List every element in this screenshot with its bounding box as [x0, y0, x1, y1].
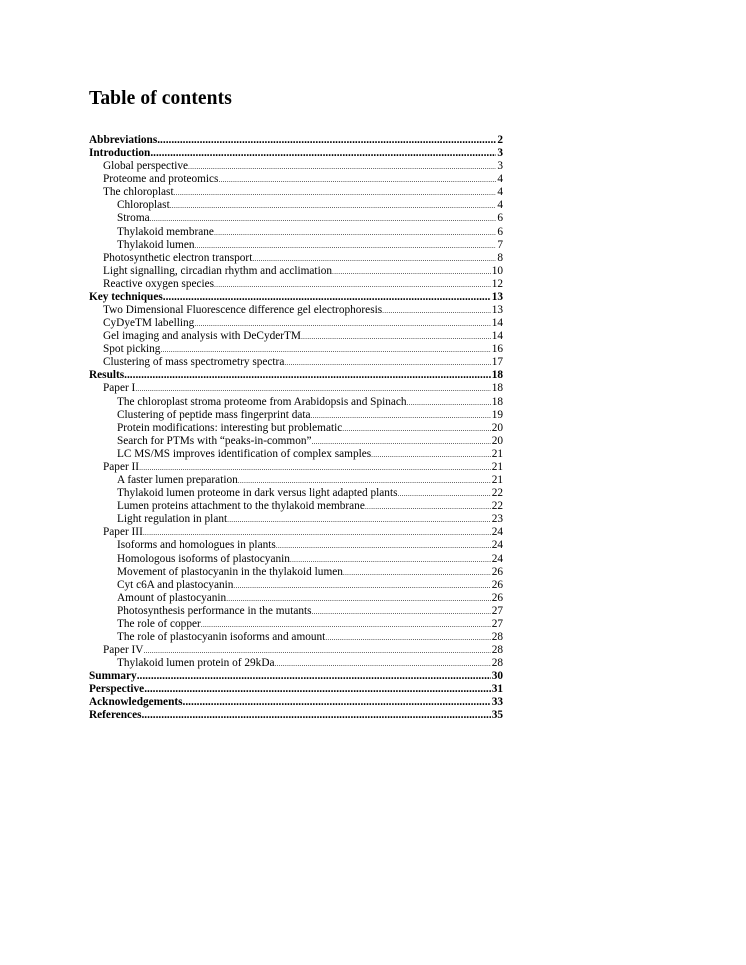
toc-entry-title: Isoforms and homologues in plants — [117, 539, 276, 552]
toc-leader-dots — [194, 317, 490, 330]
toc-leader-dots — [214, 226, 496, 239]
toc-page-number: 24 — [491, 526, 503, 539]
toc-leader-dots — [170, 199, 497, 212]
toc-leader-dots — [195, 239, 497, 252]
toc-section-entry[interactable] — [89, 670, 503, 683]
toc-subsection-entry[interactable] — [89, 343, 503, 356]
toc-subsubsection-entry[interactable] — [89, 199, 503, 212]
toc-subsection-entry[interactable] — [89, 461, 503, 474]
toc-leader-dots — [343, 566, 491, 579]
toc-subsection-entry[interactable] — [89, 160, 503, 173]
toc-leader-dots — [312, 605, 491, 618]
toc-entry-title: Protein modifications: interesting but problematic — [117, 421, 343, 434]
toc-page-number: 19 — [491, 408, 503, 421]
toc-leader-dots — [218, 173, 496, 186]
toc-page-number: 33 — [491, 696, 503, 709]
toc-page-number: 21 — [491, 447, 503, 460]
toc-subsubsection-entry[interactable] — [89, 539, 503, 552]
toc-entry-title: Thylakoid lumen proteome in dark versus light adapted plants — [117, 487, 398, 500]
toc-page-number: 28 — [491, 644, 503, 657]
toc-subsection-entry[interactable] — [89, 186, 503, 199]
toc-page-number: 21 — [491, 474, 503, 487]
toc-leader-dots — [157, 134, 496, 147]
toc-leader-dots — [252, 252, 496, 265]
toc-leader-dots — [238, 474, 491, 487]
toc-entry-title: The chloroplast — [103, 186, 174, 199]
toc-leader-dots — [137, 670, 491, 683]
toc-page-number: 4 — [497, 199, 503, 212]
toc-leader-dots — [174, 186, 497, 199]
toc-entry-title: Spot picking — [103, 343, 161, 356]
toc-leader-dots — [275, 657, 491, 670]
toc-page-number: 13 — [491, 304, 503, 317]
toc-entry-title: Homologous isoforms of plastocyanin — [117, 552, 290, 565]
toc-leader-dots — [382, 304, 491, 317]
toc-subsection-entry[interactable] — [89, 382, 503, 395]
toc-page-number: 4 — [497, 173, 503, 186]
toc-page-number: 3 — [497, 160, 503, 173]
toc-page-number: 26 — [491, 578, 503, 591]
toc-page-number: 2 — [497, 134, 503, 146]
toc-subsection-entry[interactable] — [89, 330, 503, 343]
toc-subsection-entry[interactable] — [89, 317, 503, 330]
toc-page-number: 16 — [491, 343, 503, 356]
toc-entry-title: Movement of plastocyanin in the thylakoid lumen — [117, 565, 343, 578]
toc-subsubsection-entry[interactable] — [89, 396, 503, 409]
toc-page-number: 14 — [491, 330, 503, 343]
toc-subsection-entry[interactable] — [89, 644, 503, 657]
toc-subsubsection-entry[interactable] — [89, 422, 503, 435]
toc-leader-dots — [227, 513, 491, 526]
toc-entry-title: Abbreviations — [89, 134, 158, 146]
toc-entry-title: The role of plastocyanin isoforms and amount — [117, 630, 326, 643]
toc-subsubsection-entry[interactable] — [89, 435, 503, 448]
toc-page-number: 26 — [491, 591, 503, 604]
toc-entry-title: Stroma — [117, 212, 150, 225]
toc-leader-dots — [332, 265, 491, 278]
toc-leader-dots — [233, 579, 490, 592]
toc-leader-dots — [371, 448, 491, 461]
toc-leader-dots — [226, 592, 491, 605]
toc-section-entry[interactable] — [89, 291, 503, 304]
toc-entry-title: Acknowledgements — [89, 696, 183, 709]
toc-subsection-entry[interactable] — [89, 526, 503, 539]
toc-entry-title: Clustering of peptide mass fingerprint data — [117, 408, 311, 421]
toc-subsubsection-entry[interactable] — [89, 605, 503, 618]
toc-entry-title: Search for PTMs with “peaks-in-common” — [117, 434, 312, 447]
toc-page-number: 26 — [491, 565, 503, 578]
toc-entry-title: Thylakoid lumen protein of 29kDa — [117, 657, 275, 670]
toc-page-number: 28 — [491, 657, 503, 670]
toc-page-number: 3 — [497, 147, 503, 160]
toc-page-number: 20 — [491, 421, 503, 434]
toc-page-number: 23 — [491, 513, 503, 526]
toc-subsubsection-entry[interactable] — [89, 579, 503, 592]
toc-leader-dots — [290, 553, 491, 566]
toc-leader-dots — [160, 343, 490, 356]
toc-entry-title: The role of copper — [117, 617, 201, 630]
toc-page-number: 17 — [491, 356, 503, 369]
toc-subsubsection-entry[interactable] — [89, 226, 503, 239]
toc-page-number: 10 — [491, 264, 503, 277]
toc-subsection-entry[interactable] — [89, 252, 503, 265]
toc-leader-dots — [150, 147, 496, 160]
toc-leader-dots — [407, 396, 491, 409]
toc-entry-title: Global perspective — [103, 160, 189, 173]
page-title: Table of contents — [89, 88, 232, 109]
toc-entry-title: Amount of plastocyanin — [117, 591, 227, 604]
toc-leader-dots — [312, 435, 491, 448]
toc-leader-dots — [163, 291, 491, 304]
toc-section-entry[interactable] — [89, 709, 503, 722]
toc-entry-title: Light signalling, circadian rhythm and acclimation — [103, 264, 333, 277]
toc-leader-dots — [325, 631, 490, 644]
toc-page-number: 35 — [491, 709, 503, 722]
toc-entry-title: Photosynthesis performance in the mutants — [117, 604, 312, 617]
toc-page-number: 27 — [491, 604, 503, 617]
toc-entry-title: Photosynthetic electron transport — [103, 251, 253, 264]
toc-page-number: 6 — [497, 212, 503, 225]
toc-entry-title: References — [89, 709, 142, 722]
toc-page-number: 24 — [491, 552, 503, 565]
toc-subsubsection-entry[interactable] — [89, 474, 503, 487]
toc-entry-title: Key techniques — [89, 290, 163, 303]
toc-section-entry[interactable] — [89, 134, 503, 147]
toc-entry-title: CyDyeTM labelling — [103, 317, 195, 330]
toc-entry-title: Thylakoid membrane — [117, 225, 214, 238]
toc-page-number: 13 — [491, 290, 503, 303]
toc-leader-dots — [276, 539, 491, 552]
toc-subsection-entry[interactable] — [89, 356, 503, 369]
toc-page-number: 22 — [491, 500, 503, 513]
toc-leader-dots — [143, 644, 490, 657]
toc-subsubsection-entry[interactable] — [89, 618, 503, 631]
toc-page-number: 18 — [491, 395, 503, 408]
toc-page-number: 14 — [491, 317, 503, 330]
toc-leader-dots — [301, 330, 491, 343]
toc-leader-dots — [201, 618, 491, 631]
toc-entry-title: Reactive oxygen species — [103, 277, 215, 290]
toc-entry-title: A faster lumen preparation — [117, 474, 238, 487]
toc-page-number: 18 — [491, 369, 503, 382]
toc-leader-dots — [342, 422, 490, 435]
toc-page-number: 31 — [491, 683, 503, 696]
toc-subsubsection-entry[interactable] — [89, 487, 503, 500]
toc-leader-dots — [144, 683, 491, 696]
toc-entry-title: Two Dimensional Fluorescence difference gel electrophoresis — [103, 304, 383, 317]
toc-entry-title: Paper II — [103, 460, 140, 473]
toc-entry-title: LC MS/MS improves identification of complex samples — [117, 447, 372, 460]
toc-entry-title: Paper IV — [103, 644, 144, 657]
toc-subsubsection-entry[interactable] — [89, 553, 503, 566]
toc-leader-dots — [214, 278, 491, 291]
toc-page-number: 18 — [491, 382, 503, 395]
toc-entry-title: Paper I — [103, 382, 136, 395]
toc-page-number: 28 — [491, 630, 503, 643]
toc-page-number: 21 — [491, 460, 503, 473]
toc-subsubsection-entry[interactable] — [89, 631, 503, 644]
toc-entry-title: Results — [89, 369, 125, 382]
toc-section-entry[interactable] — [89, 696, 503, 709]
toc-leader-dots — [397, 487, 490, 500]
toc-page-number: 20 — [491, 434, 503, 447]
toc-leader-dots — [141, 709, 490, 722]
toc-subsubsection-entry[interactable] — [89, 657, 503, 670]
toc-leader-dots — [311, 409, 491, 422]
toc-subsubsection-entry[interactable] — [89, 409, 503, 422]
toc-page-number: 6 — [497, 225, 503, 238]
toc-page-number: 22 — [491, 487, 503, 500]
toc-subsubsection-entry[interactable] — [89, 239, 503, 252]
toc-leader-dots — [150, 212, 497, 225]
toc-entry-title: The chloroplast stroma proteome from Arabidopsis and Spinach — [117, 395, 407, 408]
toc-subsubsection-entry[interactable] — [89, 448, 503, 461]
toc-entry-title: Chloroplast — [117, 199, 170, 212]
toc-entry-title: Thylakoid lumen — [117, 238, 195, 251]
toc-entry-title: Proteome and proteomics — [103, 173, 219, 186]
toc-section-entry[interactable] — [89, 369, 503, 382]
toc-subsection-entry[interactable] — [89, 278, 503, 291]
toc-entry-title: Gel imaging and analysis with DeCyderTM — [103, 330, 301, 343]
toc-leader-dots — [143, 526, 491, 539]
toc-entry-title: Introduction — [89, 147, 151, 160]
toc-subsubsection-entry[interactable] — [89, 592, 503, 605]
toc-page-number: 12 — [491, 277, 503, 290]
toc-leader-dots — [188, 160, 496, 173]
toc-entry-title: Perspective — [89, 683, 145, 696]
toc-entry-title: Light regulation in plant — [117, 513, 228, 526]
toc-page-number: 27 — [491, 617, 503, 630]
toc-subsubsection-entry[interactable] — [89, 500, 503, 513]
toc-entry-title: Lumen proteins attachment to the thylakoid membrane — [117, 500, 365, 513]
toc-page-number: 8 — [497, 251, 503, 264]
toc-subsubsection-entry[interactable] — [89, 566, 503, 579]
toc-leader-dots — [139, 461, 491, 474]
toc-entry-title: Clustering of mass spectrometry spectra — [103, 356, 285, 369]
toc-leader-dots — [183, 696, 491, 709]
toc-leader-dots — [124, 369, 491, 382]
toc-section-entry[interactable] — [89, 147, 503, 160]
toc-page-number: 30 — [491, 670, 503, 683]
toc-page-number: 24 — [491, 539, 503, 552]
toc-subsubsection-entry[interactable] — [89, 212, 503, 225]
table-of-contents — [89, 134, 503, 723]
toc-page-number: 7 — [497, 238, 503, 251]
toc-entry-title: Summary — [89, 670, 137, 683]
toc-section-entry[interactable] — [89, 683, 503, 696]
toc-entry-title: Cyt c6A and plastocyanin — [117, 578, 234, 591]
toc-leader-dots — [284, 356, 490, 369]
toc-subsubsection-entry[interactable] — [89, 513, 503, 526]
toc-leader-dots — [365, 500, 491, 513]
toc-page-number: 4 — [497, 186, 503, 199]
toc-leader-dots — [135, 382, 490, 395]
toc-subsection-entry[interactable] — [89, 173, 503, 186]
toc-entry-title: Paper III — [103, 526, 143, 539]
toc-subsection-entry[interactable] — [89, 265, 503, 278]
toc-subsection-entry[interactable] — [89, 304, 503, 317]
